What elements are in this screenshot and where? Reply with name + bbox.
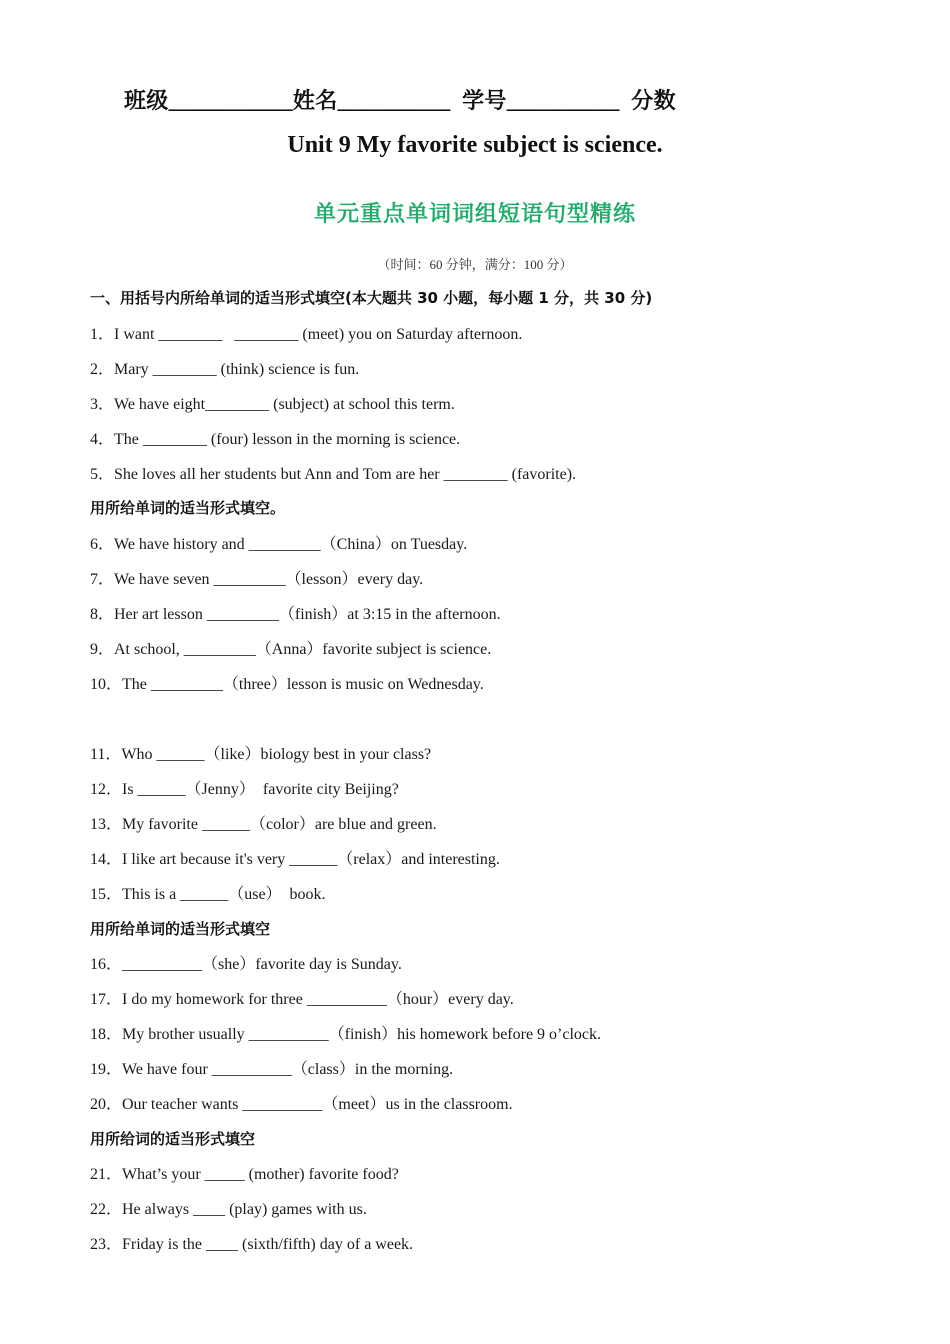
section-title: 用所给单词的适当形式填空	[90, 920, 271, 938]
question-16: 16．__________（she）favorite day is Sunday.	[90, 956, 402, 973]
question-17: 17．I do my homework for three __________（hour）every day.	[90, 991, 514, 1008]
question-18: 18．My brother usually __________（finish）his homework before 9 o’clock.	[90, 1026, 602, 1043]
question-13: 13．My favorite ______（color）are blue and green.	[90, 816, 437, 833]
time-note: （时间：60 分钟，满分：100 分）	[377, 257, 573, 272]
page-subtitle: 单元重点单词词组短语句型精练	[313, 202, 636, 227]
question-1: 1．I want ________ ________ (meet) you on Saturday afternoon.	[90, 326, 523, 343]
question-14: 14．I like art because it's very ______（relax）and interesting.	[90, 851, 500, 868]
question-3: 3．We have eight________ (subject) at school this term.	[90, 396, 455, 413]
section-title: 用所给词的适当形式填空	[90, 1130, 256, 1148]
question-15: 15．This is a ______（use） book.	[90, 886, 326, 903]
page-title: Unit 9 My favorite subject is science.	[287, 132, 663, 158]
question-23: 23．Friday is the ____ (sixth/fifth) day of a week.	[90, 1236, 414, 1253]
question-12: 12．Is ______（Jenny） favorite city Beijing?	[90, 781, 399, 798]
question-19: 19．We have four __________（class）in the morning.	[90, 1061, 454, 1078]
question-6: 6．We have history and _________（China）on Tuesday.	[90, 536, 468, 553]
question-2: 2．Mary ________ (think) science is fun.	[90, 361, 360, 378]
question-5: 5．She loves all her students but Ann and Tom are her ________ (favorite).	[90, 466, 577, 483]
question-20: 20．Our teacher wants __________（meet）us in the classroom.	[90, 1096, 513, 1113]
question-7: 7．We have seven _________（lesson）every day.	[90, 571, 424, 588]
question-22: 22．He always ____ (play) games with us.	[90, 1201, 367, 1218]
question-8: 8．Her art lesson _________（finish）at 3:15 in the afternoon.	[90, 606, 501, 623]
question-4: 4．The ________ (four) lesson in the morning is science.	[90, 431, 461, 448]
question-11: 11．Who ______（like）biology best in your class?	[90, 746, 432, 763]
section-title: 一、用括号内所给单词的适当形式填空(本大题共 30 小题，每小题 1 分，共 30 分)	[90, 289, 653, 307]
student-info-line: 班级___________姓名__________ 学号__________ 分数	[124, 88, 676, 113]
question-9: 9．At school, _________（Anna）favorite subject is science.	[90, 641, 492, 658]
question-10: 10．The _________（three）lesson is music on Wednesday.	[90, 676, 484, 693]
question-21: 21．What’s your _____ (mother) favorite food?	[90, 1166, 399, 1183]
section-title: 用所给单词的适当形式填空。	[90, 499, 286, 517]
